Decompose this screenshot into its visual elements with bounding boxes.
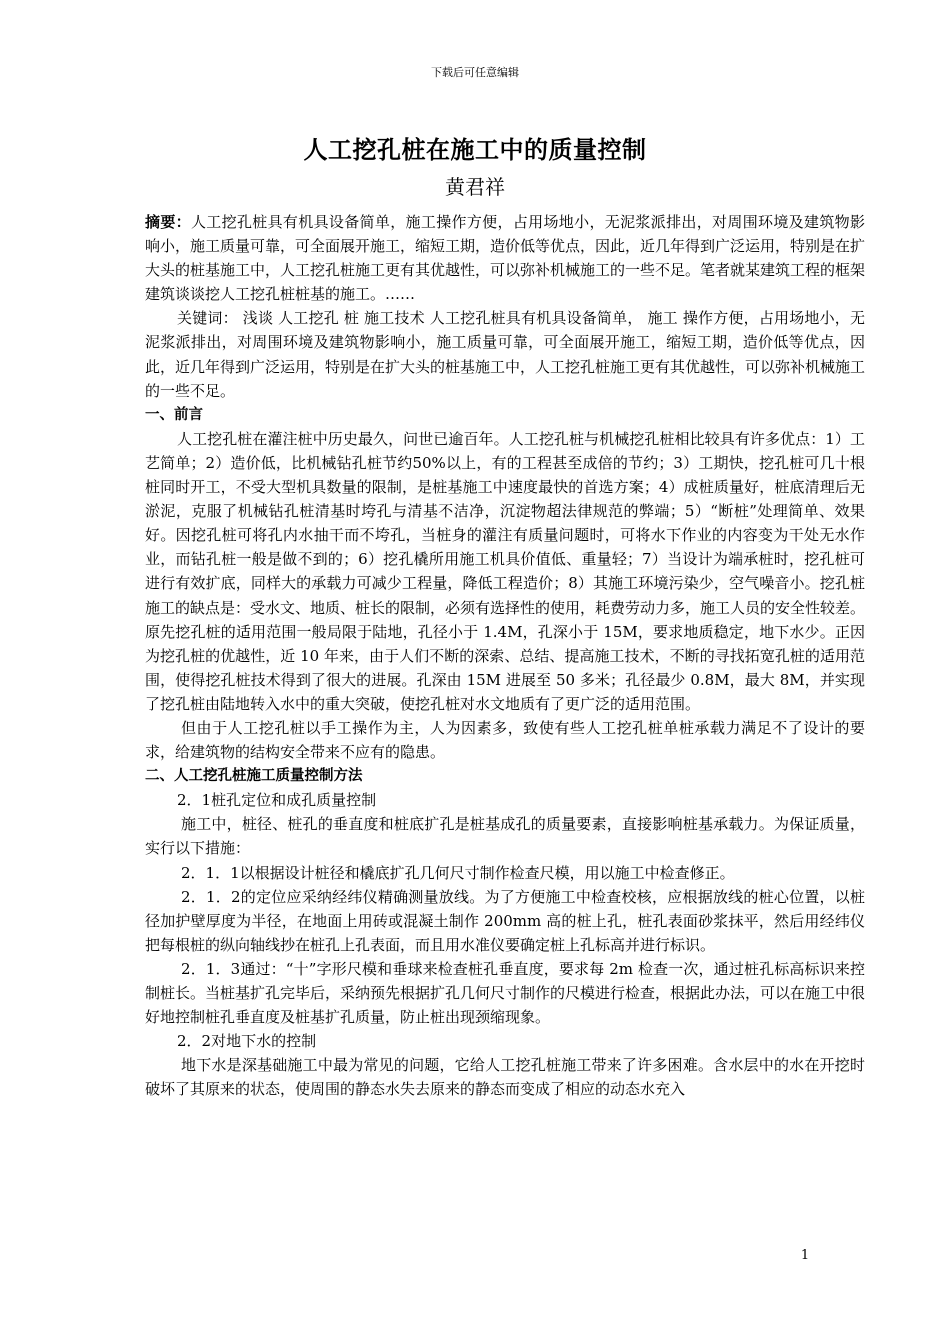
abstract-paragraph xyxy=(145,210,865,306)
introduction-paragraph-2: 但由于人工挖孔桩以手工操作为主，人为因素多，致使有些人工挖孔桩单桩承载力满足不了设计的要求，给建筑物的结构安全带来不应有的隐患。 xyxy=(145,718,865,762)
subsection-title-2-1: 2．1桩孔定位和成孔质量控制 xyxy=(177,791,377,810)
section-heading-introduction: 一、前言 xyxy=(145,406,203,423)
subsection-title-2-2: 2．2对地下水的控制 xyxy=(177,1032,317,1051)
abstract-label: 摘要： xyxy=(145,213,191,231)
introduction-paragraph-1: 人工挖孔桩在灌注桩中历史最久，问世已逾百年。人工挖孔桩与机械挖孔桩相比较具有许多优点：1）工艺简单；2）造价低，比机械钻孔桩节约50%以上，有的工程甚至成倍的节约；3）工期快，挖孔桩可几十根桩同时开工，不受大型机具数量的限制，是桩基施工中速度最快的首选方案；4）成桩质量好，桩底清理后无淤泥，克服了机械钻孔桩清基时垮孔与清基不洁净，沉淀物超法律规范的弊端；5）“断桩”处理简单、效果好。因挖孔桩可将孔内水抽干而不垮孔，当桩身的灌注有质量问题时，可将水下作业的内容变为干处无水作业，而钻孔桩一般是做不到的；6）挖孔橇所用施工机具价值低、重量轻；7）当设计为端承桩时，挖孔桩可进行有效扩底，同样大的承载力可减少工程量，降低工程造价；8）其施工环境污染少，空气噪音小。挖孔桩施工的缺点是：受水文、地质、桩长的限制，必须有选择性的使用，耗费劳动力多，施工人员的安全性较差。原先挖孔桩的适用范围一般局限于陆地，孔径小于 1.4M，孔深小于 15M，要求地质稳定，地下水少。正因为挖孔桩的优越性，近 10 年来，由于人们不断的深索、总结、提高施工技术，不断的寻找拓宽孔桩的适用范围，使得挖孔桩技术得到了很大的进展。孔深由 15M 进展至 50 多米；孔径最少 0.8M，最大 8M，并实现了挖孔桩由陆地转入水中的重大突破，使挖孔桩对水文地质有了更广泛的适用范围。 xyxy=(145,429,866,713)
document-author: 黄君祥 xyxy=(445,175,505,199)
item-2-1-2: 2．1．2的定位应采纳经纬仪精确测量放线。为了方便施工中检查校核，应根据放线的桩心位置，以桩径加护壁厚度为半径，在地面上用砖或混凝土制作 200mm 高的桩上孔，桩孔表面砂浆抹平，然后用经纬仪把每根桩的纵向轴线抄在桩孔上孔表面，而且用水准仪要确定桩上孔标高并进行标识。 xyxy=(145,887,865,954)
document-title: 人工挖孔桩在施工中的质量控制 xyxy=(303,135,647,164)
keywords-paragraph: 关键词： 浅谈 人工挖孔 桩 施工技术 人工挖孔桩具有机具设备简单， 施工 操作方便，占用场地小，无泥浆派排出，对周围环境及建筑物影响小，施工质量可靠，可全面展开施工，缩短工期，造价低等优点，因此，近几年得到广泛运用，特别是在扩大头的桩基施工中，人工挖孔桩施工更有其优越性，可以弥补机械施工的一些不足。 xyxy=(145,309,866,400)
subsection-paragraph-2-1: 施工中，桩径、桩孔的垂直度和桩底扩孔是桩基成孔的质量要素，直接影响桩基承载力。为保证质量，实行以下措施： xyxy=(145,815,865,858)
section-heading-quality-control: 二、人工挖孔桩施工质量控制方法 xyxy=(145,768,363,785)
page-number: 1 xyxy=(800,1248,810,1263)
item-2-1-1: 2．1．1以根据设计桩径和橇底扩孔几何尺寸制作检查尺模，用以施工中检查修正。 xyxy=(181,863,735,882)
page-header: 下载后可任意编辑 xyxy=(431,66,519,79)
document-body xyxy=(145,210,865,1101)
abstract-text: 人工挖孔桩具有机具设备简单，施工操作方便，占用场地小，无泥浆派排出，对周围环境及建筑物影响小，施工质量可靠，可全面展开施工，缩短工期，造价低等优点，因此，近几年得到广泛运用，特别是在扩大头的桩基施工中，人工挖孔桩施工更有其优越性，可以弥补机械施工的一些不足。笔者就某建筑工程的框架建筑谈谈挖人工挖孔桩桩基的施工。…… xyxy=(145,213,866,304)
item-2-1-3: 2．1．3通过：“十”字形尺模和垂球来检查桩孔垂直度，要求每 2m 检查一次，通过桩孔标高标识来控制桩长。当桩基扩孔完毕后，采纳预先根据扩孔几何尺寸制作的尺模进行检查，根据此办法，可以在施工中很好地控制桩孔垂直度及桩基扩孔质量，防止桩出现颈缩现象。 xyxy=(145,959,866,1027)
subsection-paragraph-2-2: 地下水是深基础施工中最为常见的问题，它给人工挖孔桩施工带来了许多困难。含水层中的水在开挖时破坏了其原来的状态，使周围的静态水失去原来的静态而变成了相应的动态水充入 xyxy=(145,1056,865,1099)
